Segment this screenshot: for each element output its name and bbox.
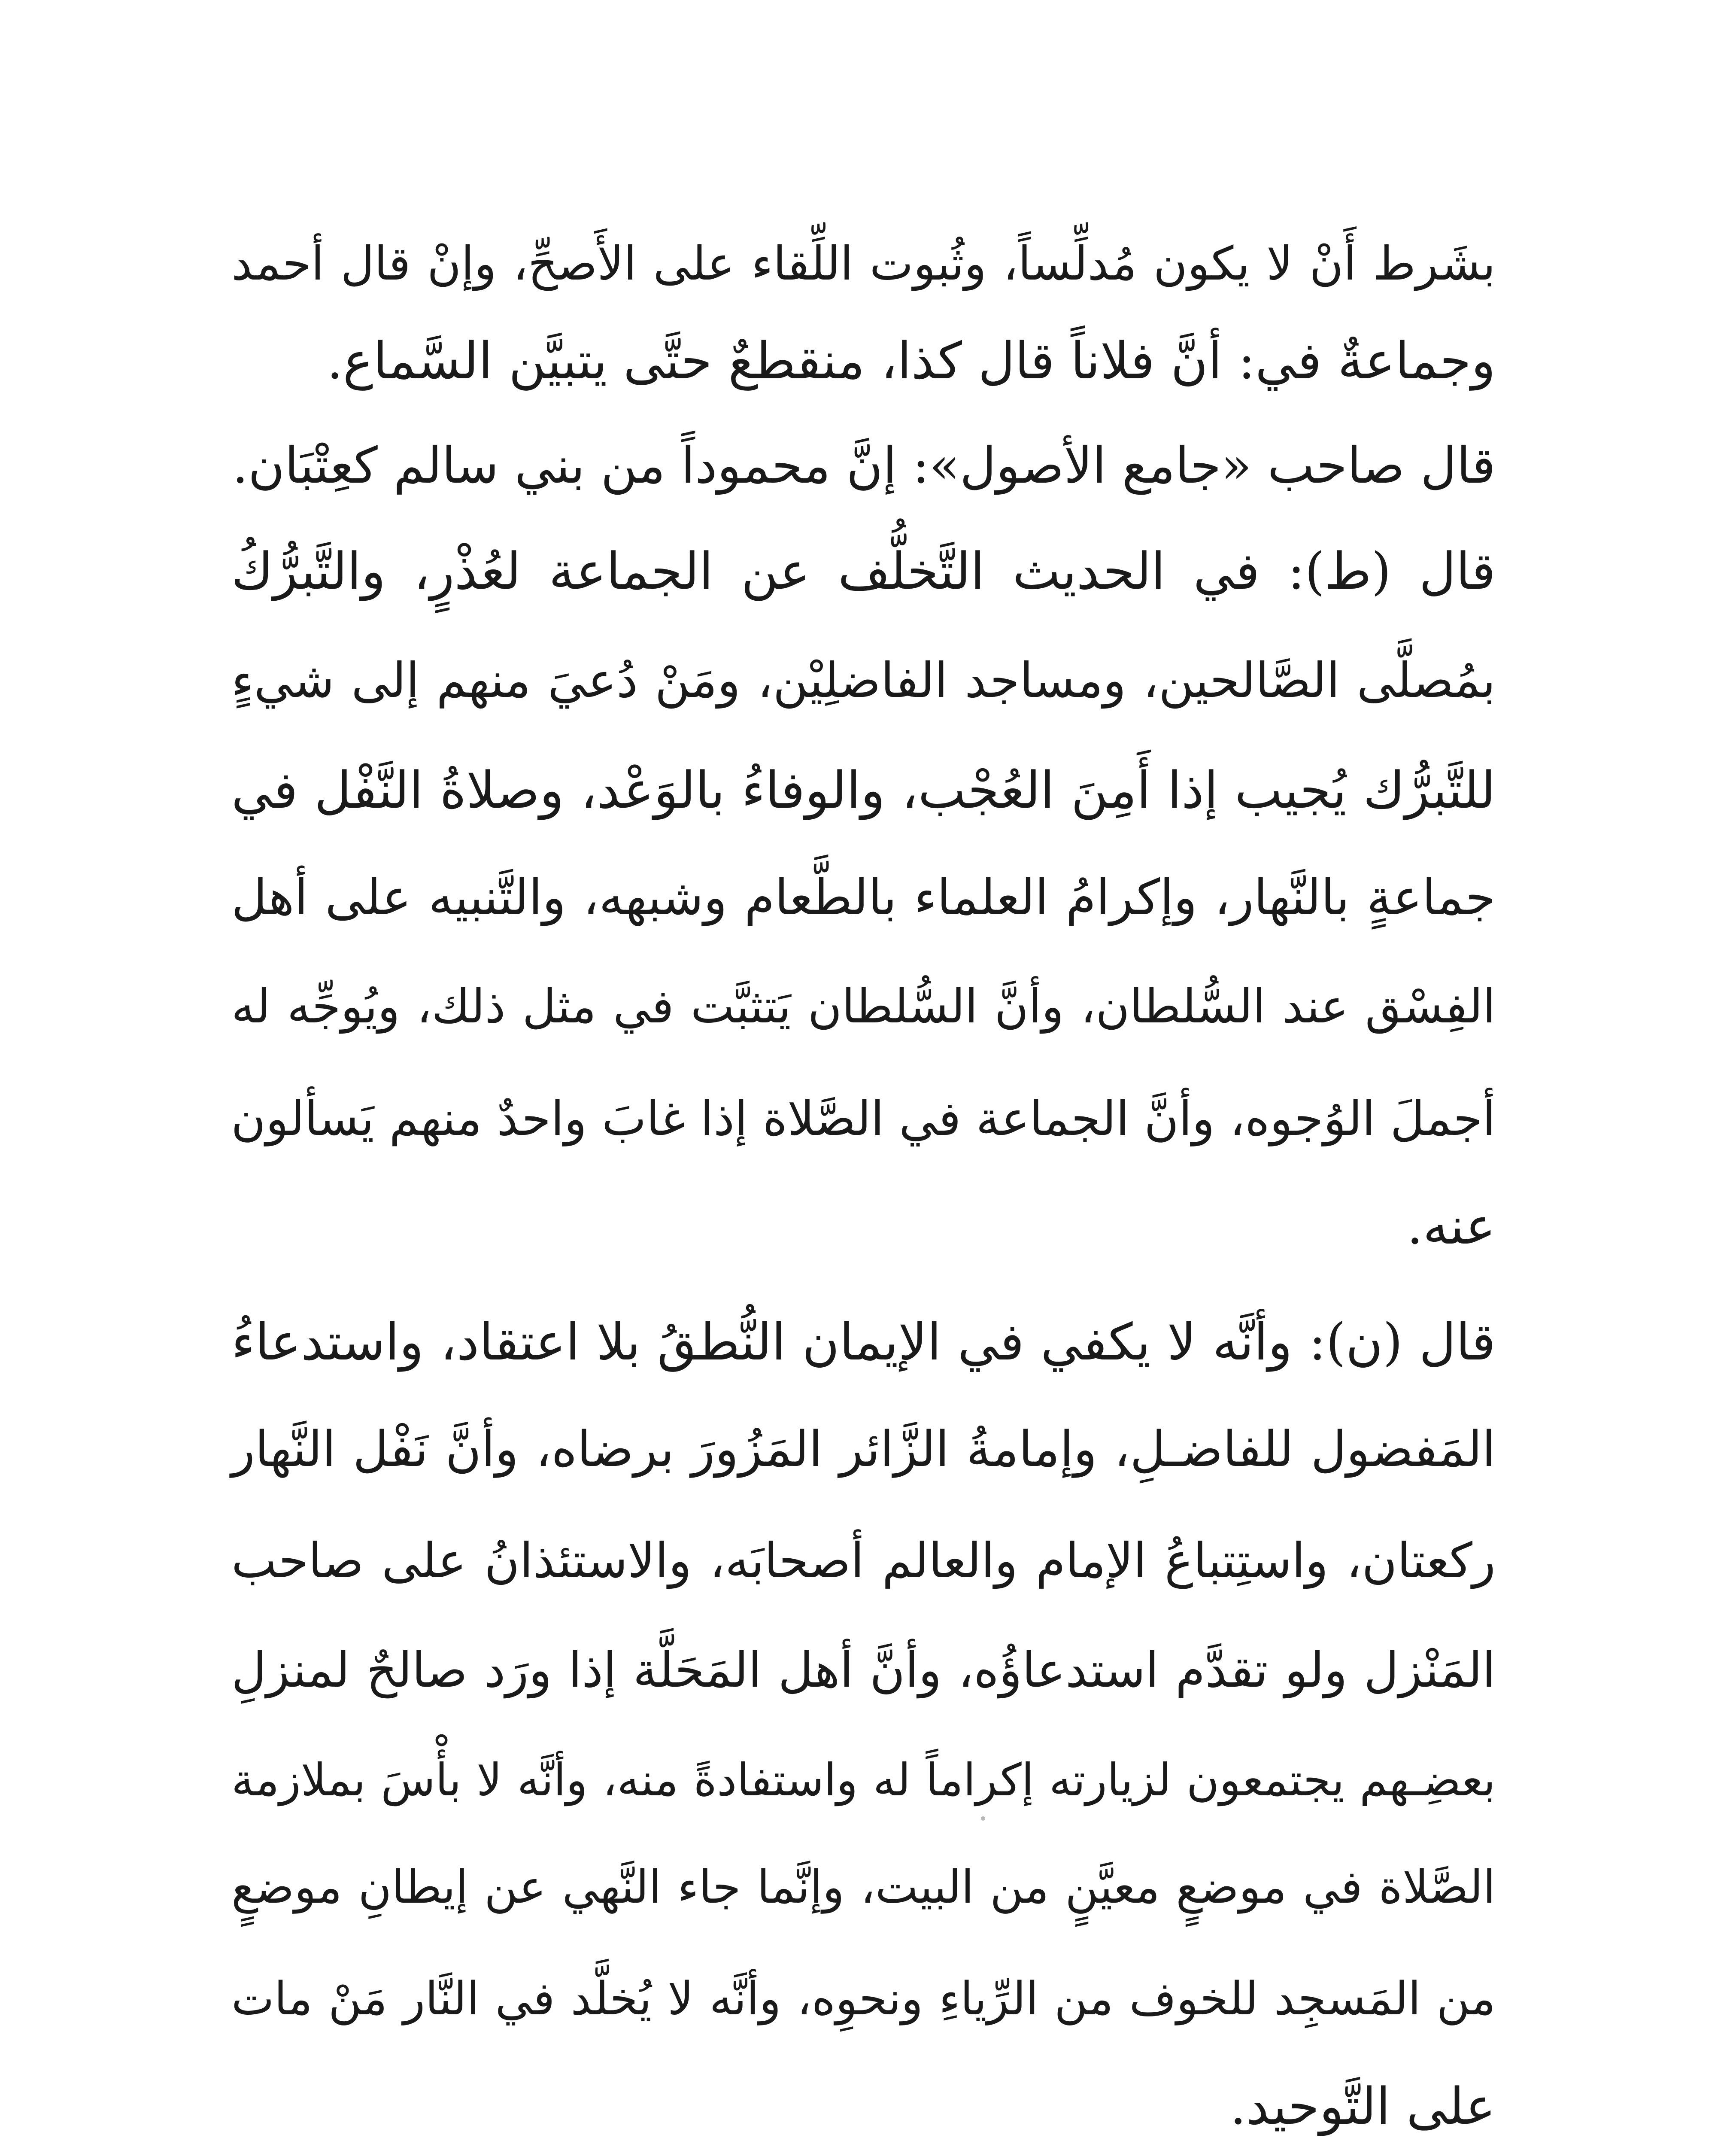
text-line: بمُصلَّى الصَّالحين، ومساجد الفاضلِيْن، ومَنْ دُعيَ منهم إلى شيءٍ (231, 653, 1496, 709)
text-line: بعضِـهم يجتمعون لزيارته إكراماً له واستفادةً منه، وأنَّه لا بأْسَ بملازمة (231, 1754, 1496, 1806)
text-line: الفِسْق عند السُّلطان، وأنَّ السُّلطان يَتثبَّت في مثل ذلك، ويُوجِّه له (231, 980, 1496, 1034)
scan-speck (981, 1816, 985, 1821)
text-line: جماعةٍ بالنَّهار، وإكرامُ العلماء بالطَّعام وشبهه، والتَّنبيه على أهل (231, 869, 1496, 926)
text-line: الصَّلاة في موضعٍ معيَّنٍ من البيت، وإنَّما جاء النَّهي عن إيطانِ موضعٍ (231, 1861, 1496, 1913)
text-line: المَفضول للفاضـلِ، وإمامةُ الزَّائر المَزُورَ برضاه، وأنَّ نَفْل النَّهار (231, 1420, 1496, 1478)
text-line: قال (ن): وأنَّه لا يكفي في الإيمان النُّطقُ بلا اعتقاد، واستدعاءُ (231, 1312, 1496, 1372)
text-line: عنه. (1407, 1196, 1496, 1256)
text-line: وجماعةٌ في: أنَّ فلاناً قال كذا، منقطعٌ حتَّى يتبيَّن السَّماع. (327, 331, 1496, 390)
text-line: أجملَ الوُجوه، وأنَّ الجماعة في الصَّلاة إذا غابَ واحدٌ منهم يَسألون (231, 1091, 1496, 1146)
text-line: بشَرط أَنْ لا يكون مُدلِّساً، وثُبوت اللِّقاء على الأَصحِّ، وإنْ قال أحمد (231, 237, 1496, 291)
text-line: قال (ط): في الحديث التَّخلُّف عن الجماعة لعُذْرٍ، والتَّبرُّكُ (231, 541, 1496, 601)
text-line: قال صاحب «جامع الأصول»: إنَّ محموداً من بني سالم كعِتْبَان. (232, 437, 1496, 495)
text-line: للتَّبرُّك يُجيب إذا أَمِنَ العُجْب، والوفاءُ بالوَعْد، وصلاةُ النَّفْل في (231, 760, 1496, 820)
text-line: المَنْزل ولو تقدَّم استدعاؤُه، وأنَّ أهل المَحَلَّة إذا ورَد صالحٌ لمنزلِ (231, 1642, 1496, 1698)
text-line: من المَسجِد للخوف من الرِّياءِ ونحوِه، وأنَّه لا يُخلَّد في النَّار مَنْ مات (231, 1972, 1496, 2025)
text-line: ركعتان، واستِتباعُ الإمام والعالم أصحابَه، والاستئذانُ على صاحب (231, 1533, 1496, 1589)
text-line: على التَّوحيد. (1230, 2077, 1496, 2136)
